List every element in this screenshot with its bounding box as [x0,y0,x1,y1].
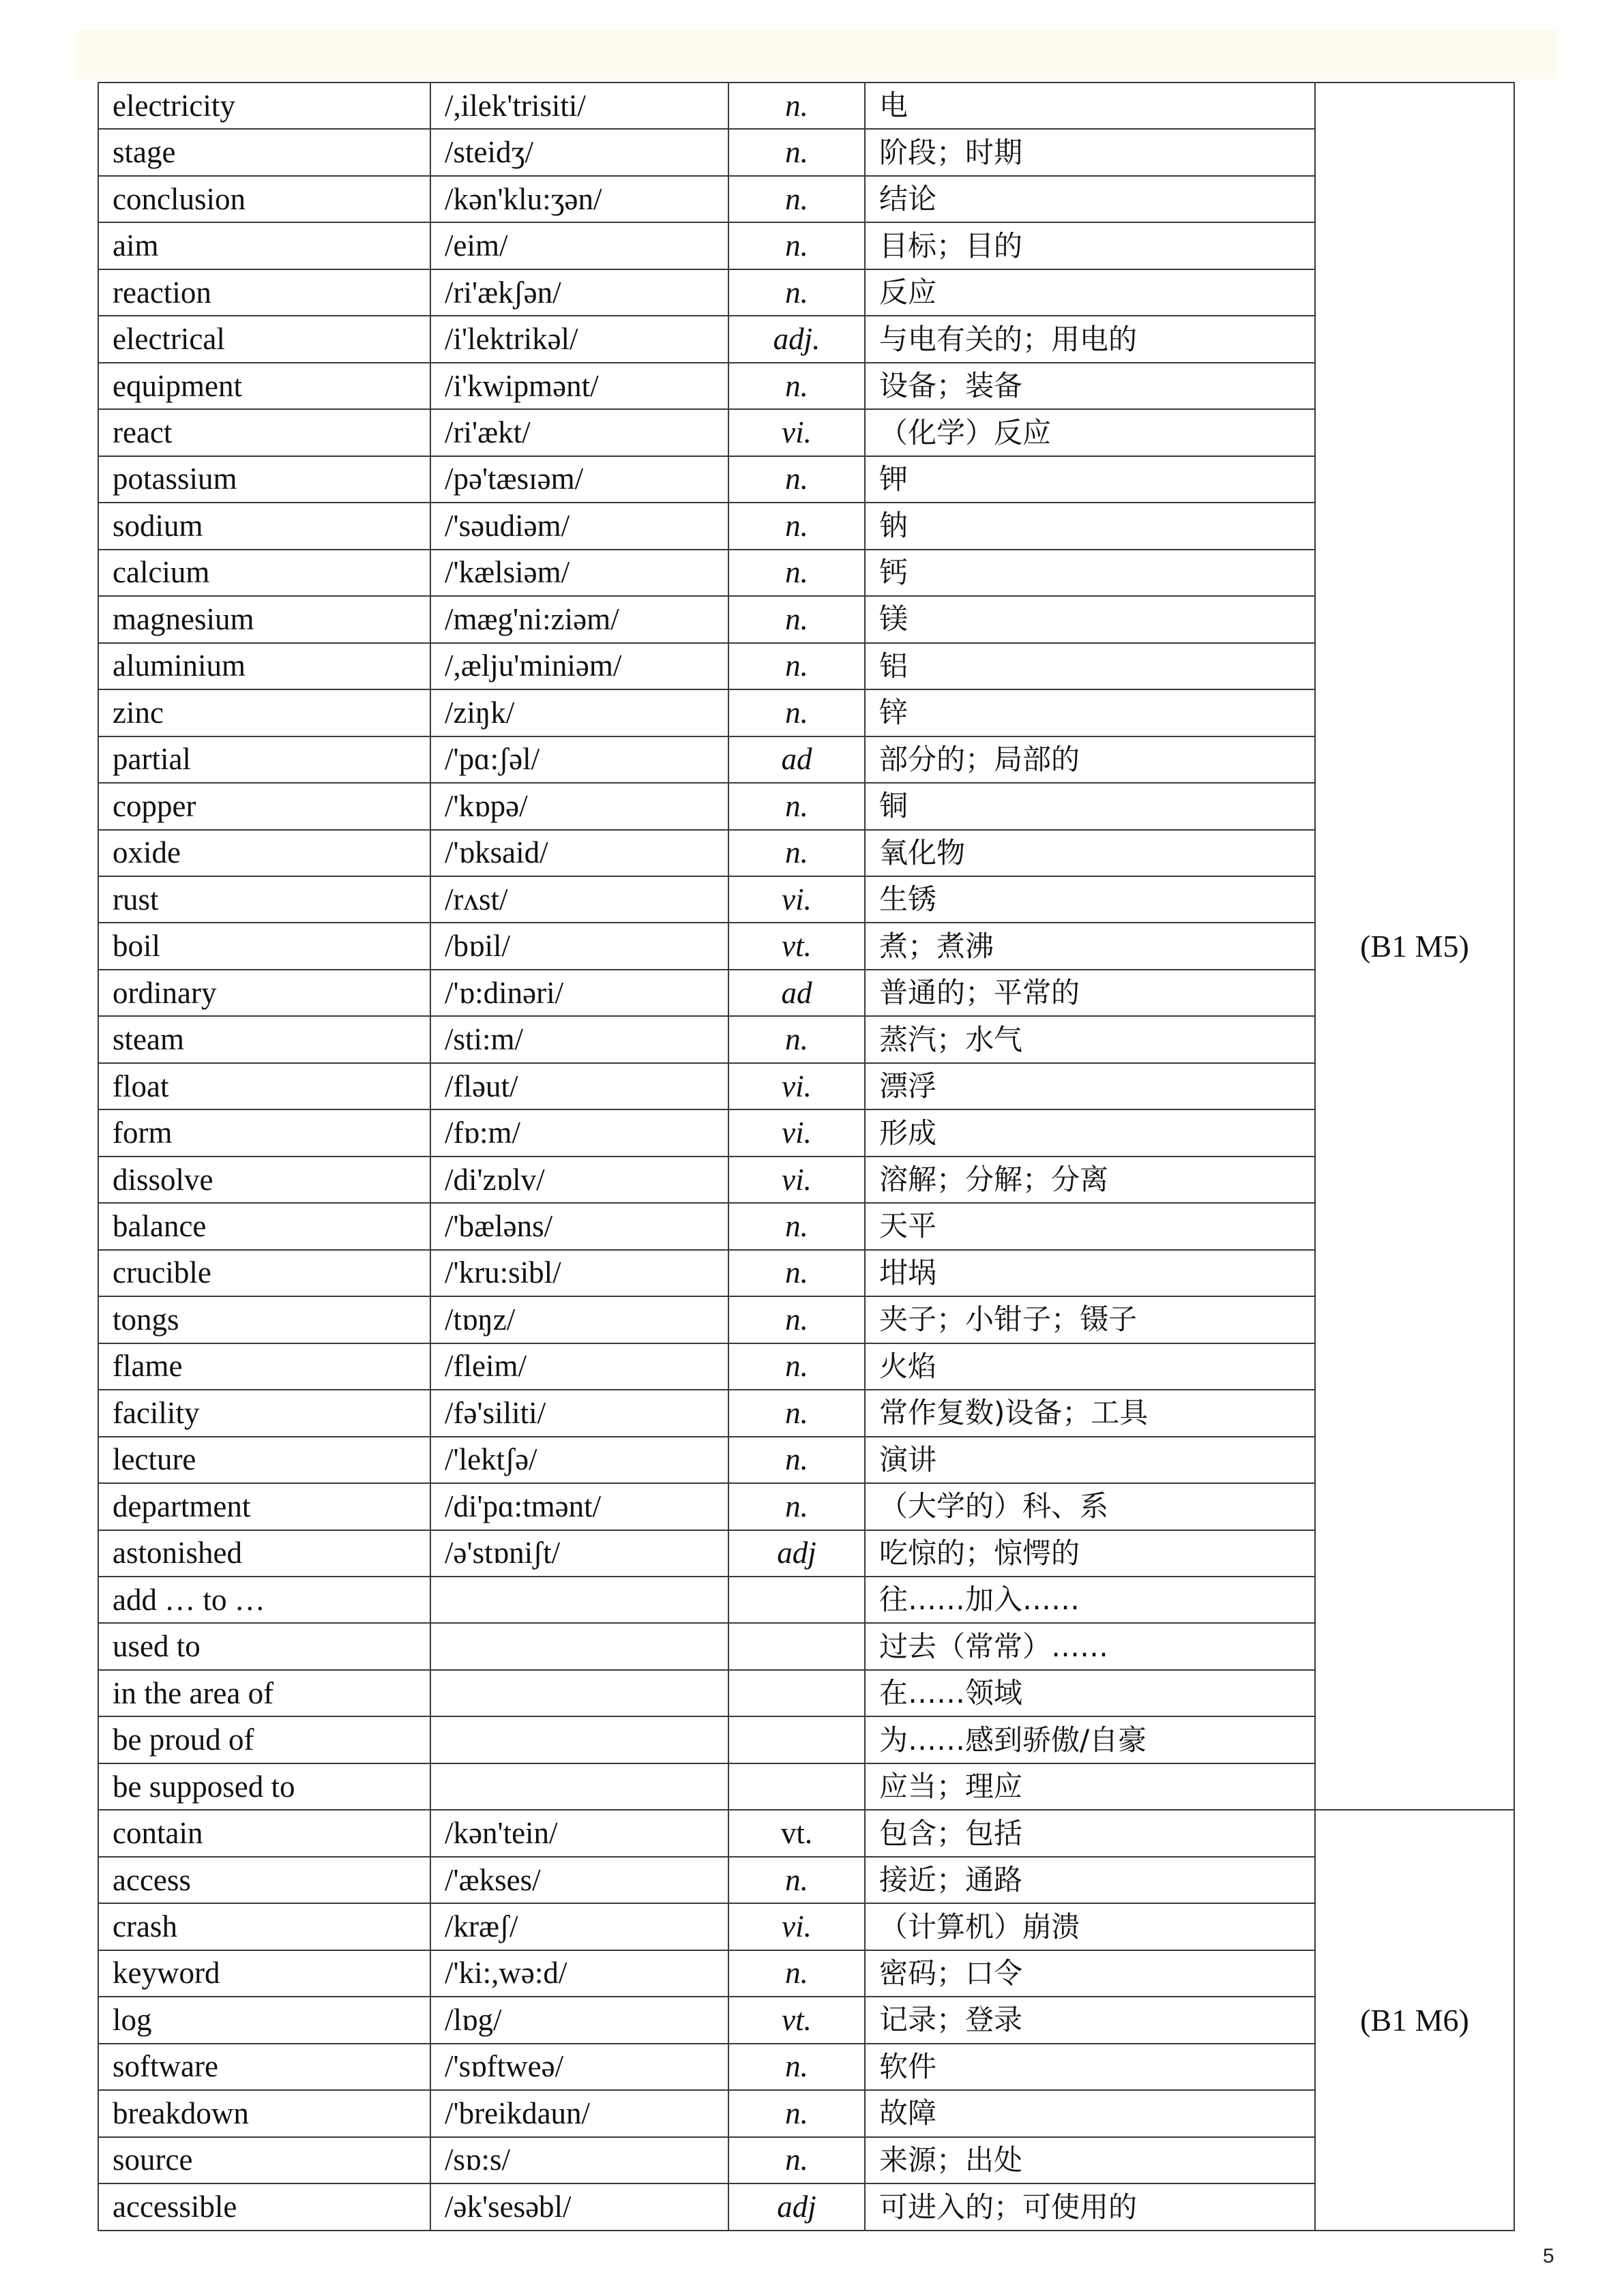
part-of-speech-cell: n. [728,503,865,549]
phonetic-cell: /'ki:,wə:d/ [430,1950,728,1997]
table-row [98,269,1514,316]
word-cell: zinc [98,689,430,736]
part-of-speech-cell: n. [728,1483,865,1530]
part-of-speech-cell: n. [728,83,865,129]
table-row [98,923,1514,969]
word-cell: facility [98,1390,430,1436]
meaning-cell: 溶解；分解；分离 [865,1157,1315,1203]
part-of-speech-cell: vi. [728,409,865,456]
meaning-cell: 电 [865,83,1315,129]
word-cell: ordinary [98,970,430,1016]
part-of-speech-cell: n. [728,596,865,642]
meaning-cell: 生锈 [865,876,1315,923]
table-row [98,176,1514,222]
part-of-speech-cell: adj [728,1530,865,1577]
phonetic-cell: /'kælsiəm/ [430,550,728,596]
phonetic-cell: /i'kwipmənt/ [430,363,728,409]
meaning-cell: 目标；目的 [865,222,1315,269]
table-row [98,596,1514,642]
meaning-cell: 形成 [865,1109,1315,1156]
phonetic-cell: /ək'sesəbl/ [430,2183,728,2231]
meaning-cell: 来源；出处 [865,2137,1315,2183]
word-cell: float [98,1063,430,1109]
table-row [98,1016,1514,1062]
table-row [98,1157,1514,1203]
table-row [98,1623,1514,1669]
meaning-cell: （化学）反应 [865,409,1315,456]
table-row [98,2137,1514,2183]
phonetic-cell: /'ɒksaid/ [430,830,728,876]
word-cell: accessible [98,2183,430,2231]
word-cell: reaction [98,269,430,316]
table-row [98,783,1514,829]
word-cell: crucible [98,1250,430,1296]
word-cell: magnesium [98,596,430,642]
phonetic-cell: /steidʒ/ [430,129,728,175]
table-row [98,1343,1514,1390]
table-row [98,1950,1514,1997]
word-cell: stage [98,129,430,175]
word-cell: access [98,1857,430,1903]
meaning-cell: 镁 [865,596,1315,642]
table-row [98,876,1514,923]
table-row [98,316,1514,362]
phonetic-cell: /'bæləns/ [430,1203,728,1249]
word-cell: dissolve [98,1157,430,1203]
word-cell: crash [98,1903,430,1950]
word-cell: calcium [98,550,430,596]
phonetic-cell [430,1763,728,1810]
phonetic-cell: /'kɒpə/ [430,783,728,829]
phonetic-cell: /,ælju'miniəm/ [430,643,728,689]
phonetic-cell: /bɒil/ [430,923,728,969]
meaning-cell: 钠 [865,503,1315,549]
word-cell: boil [98,923,430,969]
word-cell: copper [98,783,430,829]
phonetic-cell: /fleim/ [430,1343,728,1390]
table-row [98,83,1514,129]
phonetic-cell: /fɒ:m/ [430,1109,728,1156]
phonetic-cell: /'ɒ:dinəri/ [430,970,728,1016]
table-row [98,736,1514,783]
part-of-speech-cell: n. [728,1016,865,1062]
part-of-speech-cell: n. [728,1950,865,1997]
phonetic-cell [430,1670,728,1716]
word-cell: rust [98,876,430,923]
phonetic-cell: /rʌst/ [430,876,728,923]
part-of-speech-cell: n. [728,176,865,222]
phonetic-cell: /di'pɑ:tmənt/ [430,1483,728,1530]
meaning-cell: 坩埚 [865,1250,1315,1296]
part-of-speech-cell: vi. [728,1063,865,1109]
phonetic-cell: /'pɑ:ʃəl/ [430,736,728,783]
table-row [98,1810,1514,1856]
meaning-cell: 阶段；时期 [865,129,1315,175]
phonetic-cell: /ə'stɒniʃt/ [430,1530,728,1577]
meaning-cell: 过去（常常）…… [865,1623,1315,1669]
meaning-cell: 为……感到骄傲/自豪 [865,1716,1315,1763]
table-row [98,1530,1514,1577]
word-cell: astonished [98,1530,430,1577]
meaning-cell: 部分的；局部的 [865,736,1315,783]
word-cell: electrical [98,316,430,362]
phonetic-cell: /'breikdaun/ [430,2090,728,2136]
meaning-cell: 吃惊的；惊愕的 [865,1530,1315,1577]
word-cell: react [98,409,430,456]
part-of-speech-cell: vt. [728,1810,865,1856]
meaning-cell: 蒸汽；水气 [865,1016,1315,1062]
word-cell: in the area of [98,1670,430,1716]
meaning-cell: 与电有关的；用电的 [865,316,1315,362]
part-of-speech-cell [728,1623,865,1669]
meaning-cell: 铝 [865,643,1315,689]
word-cell: log [98,1997,430,2043]
table-row [98,1763,1514,1810]
phonetic-cell: /mæg'ni:ziəm/ [430,596,728,642]
table-row [98,1577,1514,1623]
meaning-cell: 铜 [865,783,1315,829]
unit-label-cell: (B1 M5) [1315,83,1514,1810]
part-of-speech-cell: n. [728,643,865,689]
part-of-speech-cell: n. [728,1437,865,1483]
word-cell: form [98,1109,430,1156]
meaning-cell: 结论 [865,176,1315,222]
word-cell: tongs [98,1296,430,1343]
meaning-cell: 漂浮 [865,1063,1315,1109]
part-of-speech-cell: adj [728,2183,865,2231]
part-of-speech-cell [728,1716,865,1763]
part-of-speech-cell: vi. [728,1109,865,1156]
phonetic-cell: /di'zɒlv/ [430,1157,728,1203]
phonetic-cell: /tɒŋz/ [430,1296,728,1343]
word-cell: source [98,2137,430,2183]
unit-label-cell: (B1 M6) [1315,1810,1514,2231]
meaning-cell: 常作复数)设备；工具 [865,1390,1315,1436]
table-row [98,409,1514,456]
table-row [98,2183,1514,2231]
part-of-speech-cell: n. [728,2137,865,2183]
word-cell: equipment [98,363,430,409]
meaning-cell: 接近；通路 [865,1857,1315,1903]
part-of-speech-cell: n. [728,1857,865,1903]
meaning-cell: 密码；口令 [865,1950,1315,1997]
part-of-speech-cell: vt. [728,923,865,969]
meaning-cell: 演讲 [865,1437,1315,1483]
meaning-cell: 设备；装备 [865,363,1315,409]
meaning-cell: （大学的）科、系 [865,1483,1315,1530]
table-row [98,456,1514,503]
word-cell: electricity [98,83,430,129]
phonetic-cell [430,1623,728,1669]
table-row [98,1250,1514,1296]
meaning-cell: 钙 [865,550,1315,596]
meaning-cell: 记录；登录 [865,1997,1315,2043]
phonetic-cell: /sɒ:s/ [430,2137,728,2183]
table-row [98,222,1514,269]
meaning-cell: 天平 [865,1203,1315,1249]
word-cell: software [98,2044,430,2090]
table-row [98,830,1514,876]
page-number: 5 [1543,2245,1554,2267]
phonetic-cell [430,1716,728,1763]
part-of-speech-cell: n. [728,1390,865,1436]
word-cell: be proud of [98,1716,430,1763]
part-of-speech-cell: n. [728,830,865,876]
word-cell: conclusion [98,176,430,222]
part-of-speech-cell: ad [728,736,865,783]
word-cell: be supposed to [98,1763,430,1810]
part-of-speech-cell: n. [728,783,865,829]
part-of-speech-cell: n. [728,2090,865,2136]
phonetic-cell: /ri'ækʃən/ [430,269,728,316]
table-row [98,689,1514,736]
phonetic-cell: /'lektʃə/ [430,1437,728,1483]
table-row [98,1483,1514,1530]
part-of-speech-cell: n. [728,550,865,596]
part-of-speech-cell: vt. [728,1997,865,2043]
part-of-speech-cell: n. [728,2044,865,2090]
part-of-speech-cell [728,1763,865,1810]
meaning-cell: 软件 [865,2044,1315,2090]
part-of-speech-cell: adj. [728,316,865,362]
table-row [98,643,1514,689]
vocabulary-table [98,82,1515,2231]
word-cell: partial [98,736,430,783]
part-of-speech-cell: n. [728,129,865,175]
vocabulary-table-body [98,83,1514,2231]
table-row [98,503,1514,549]
table-row [98,2090,1514,2136]
phonetic-cell: /sti:m/ [430,1016,728,1062]
meaning-cell: 普通的；平常的 [865,970,1315,1016]
word-cell: balance [98,1203,430,1249]
meaning-cell: 火焰 [865,1343,1315,1390]
table-row [98,1203,1514,1249]
part-of-speech-cell: n. [728,363,865,409]
phonetic-cell: /i'lektrikəl/ [430,316,728,362]
header-band [76,30,1556,79]
part-of-speech-cell: vi. [728,876,865,923]
word-cell: contain [98,1810,430,1856]
part-of-speech-cell: n. [728,222,865,269]
part-of-speech-cell: n. [728,456,865,503]
word-cell: flame [98,1343,430,1390]
meaning-cell: 故障 [865,2090,1315,2136]
part-of-speech-cell: n. [728,1343,865,1390]
phonetic-cell: /'kru:sibl/ [430,1250,728,1296]
phonetic-cell: /kən'tein/ [430,1810,728,1856]
meaning-cell: 反应 [865,269,1315,316]
meaning-cell: 锌 [865,689,1315,736]
word-cell: aim [98,222,430,269]
part-of-speech-cell: vi. [728,1903,865,1950]
table-row [98,1296,1514,1343]
part-of-speech-cell [728,1670,865,1716]
table-row [98,363,1514,409]
phonetic-cell: /eim/ [430,222,728,269]
word-cell: lecture [98,1437,430,1483]
phonetic-cell: /pə'tæsɪəm/ [430,456,728,503]
phonetic-cell: /kən'klu:ʒən/ [430,176,728,222]
phonetic-cell: /fləut/ [430,1063,728,1109]
word-cell: department [98,1483,430,1530]
part-of-speech-cell: vi. [728,1157,865,1203]
part-of-speech-cell: ad [728,970,865,1016]
part-of-speech-cell: n. [728,689,865,736]
meaning-cell: 往……加入…… [865,1577,1315,1623]
meaning-cell: 钾 [865,456,1315,503]
table-row [98,1390,1514,1436]
meaning-cell: 应当；理应 [865,1763,1315,1810]
phonetic-cell: /kræʃ/ [430,1903,728,1950]
part-of-speech-cell [728,1577,865,1623]
table-row [98,970,1514,1016]
table-row [98,1903,1514,1950]
table-row [98,129,1514,175]
word-cell: aluminium [98,643,430,689]
meaning-cell: 可进入的；可使用的 [865,2183,1315,2231]
table-row [98,1063,1514,1109]
phonetic-cell: /'ækses/ [430,1857,728,1903]
phonetic-cell: /lɒg/ [430,1997,728,2043]
table-row [98,1997,1514,2043]
phonetic-cell: /ziŋk/ [430,689,728,736]
part-of-speech-cell: n. [728,269,865,316]
word-cell: breakdown [98,2090,430,2136]
table-row [98,2044,1514,2090]
phonetic-cell: /'sɒftweə/ [430,2044,728,2090]
phonetic-cell: /fə'siliti/ [430,1390,728,1436]
table-row [98,550,1514,596]
meaning-cell: 煮；煮沸 [865,923,1315,969]
phonetic-cell: /'səudiəm/ [430,503,728,549]
word-cell: add … to … [98,1577,430,1623]
table-row [98,1109,1514,1156]
table-row [98,1437,1514,1483]
meaning-cell: 包含；包括 [865,1810,1315,1856]
phonetic-cell: /ri'ækt/ [430,409,728,456]
table-row [98,1716,1514,1763]
table-row [98,1670,1514,1716]
part-of-speech-cell: n. [728,1250,865,1296]
word-cell: sodium [98,503,430,549]
meaning-cell: 氧化物 [865,830,1315,876]
meaning-cell: 在……领域 [865,1670,1315,1716]
part-of-speech-cell: n. [728,1203,865,1249]
word-cell: oxide [98,830,430,876]
phonetic-cell: /,ilek'trisiti/ [430,83,728,129]
word-cell: steam [98,1016,430,1062]
phonetic-cell [430,1577,728,1623]
table-row [98,1857,1514,1903]
word-cell: used to [98,1623,430,1669]
part-of-speech-cell: n. [728,1296,865,1343]
word-cell: potassium [98,456,430,503]
meaning-cell: 夹子；小钳子；镊子 [865,1296,1315,1343]
meaning-cell: （计算机）崩溃 [865,1903,1315,1950]
word-cell: keyword [98,1950,430,1997]
